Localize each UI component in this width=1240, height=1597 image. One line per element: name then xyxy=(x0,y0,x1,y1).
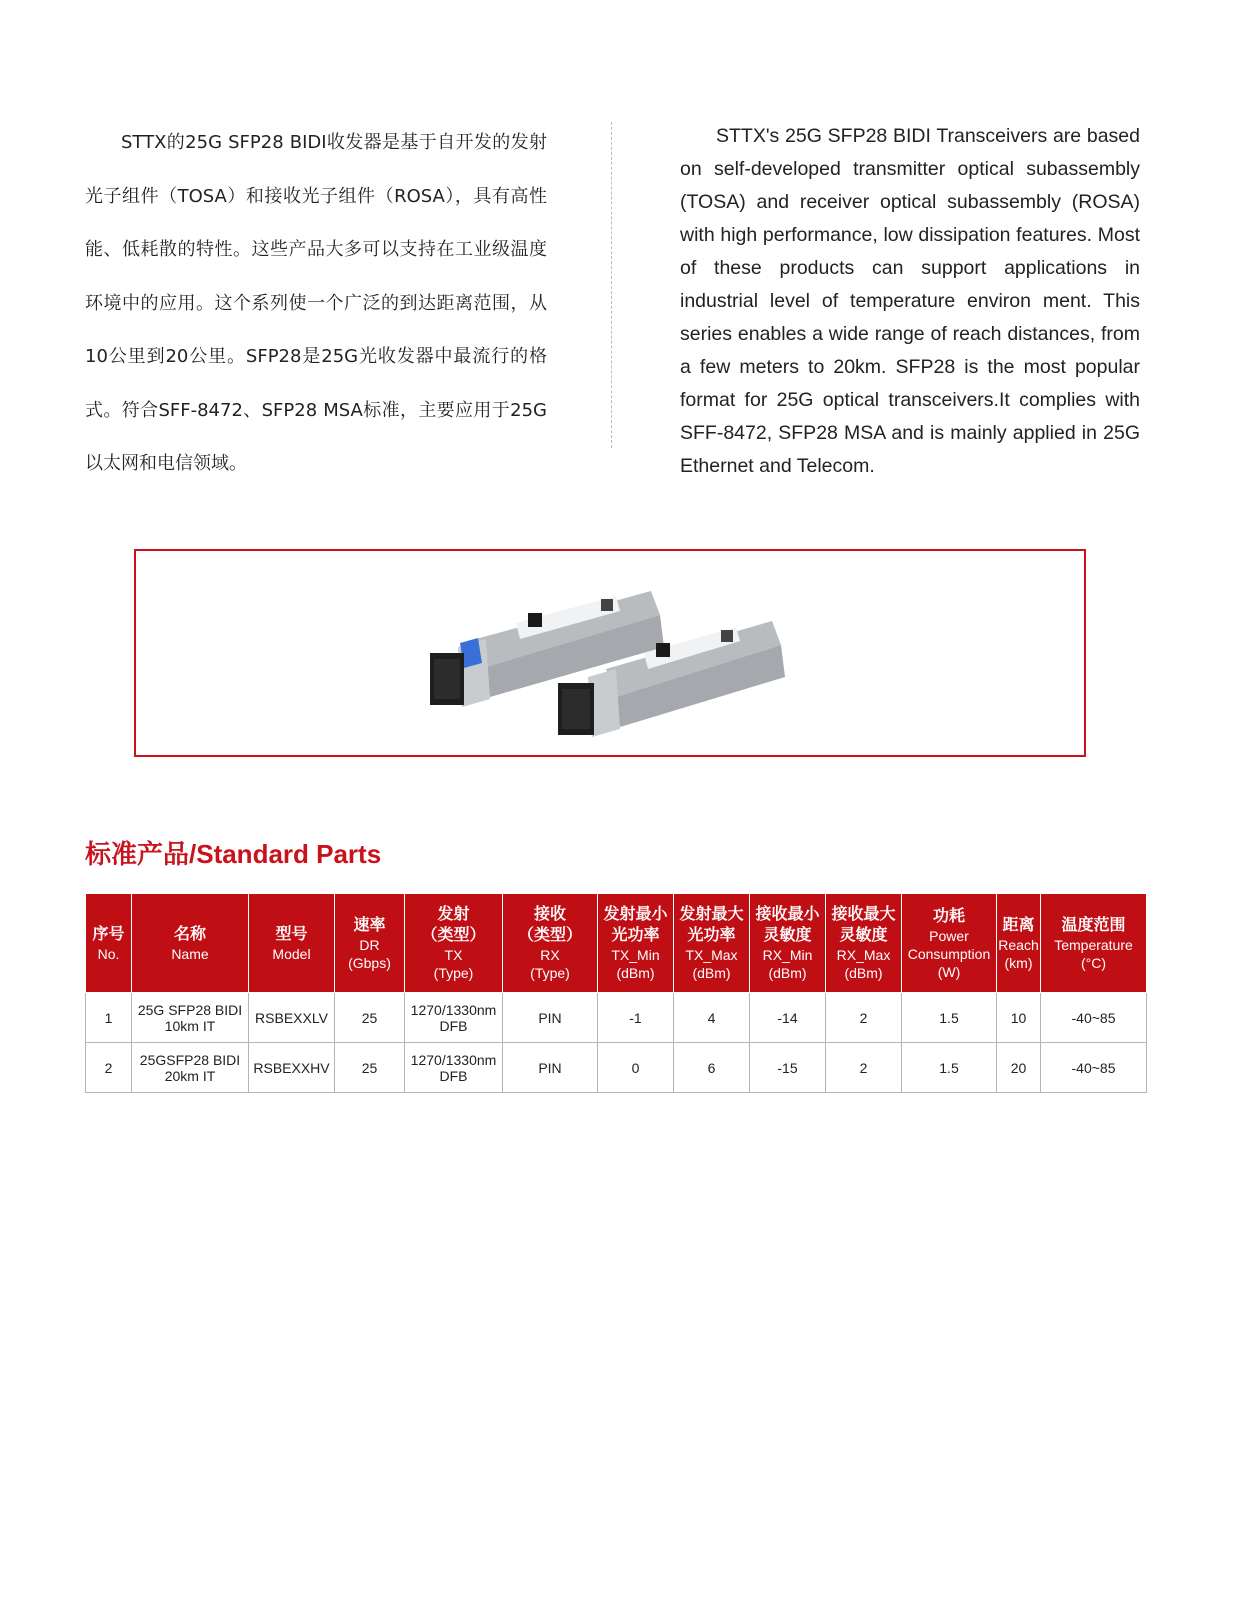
intro-text-zh: STTX的25G SFP28 BIDI收发器是基于自开发的发射光子组件（TOSA）和接收光子组件（ROSA），具有高性能、低耗散的特性。这些产品大多可以支持在工业级温度环境中的应用。这个系列使一个广泛的到达距离范围，从10公里到20公里。SFP28是25G光收发器中最流行的格式。符合SFF-8472、SFP28 MSA标准，主要应用于25G以太网和电信领域。 xyxy=(85,132,547,474)
cell-no: 1 xyxy=(86,993,132,1043)
intro-paragraph-en xyxy=(680,120,1140,483)
header-tx-max: 发射最大 光功率 TX_Max (dBm) xyxy=(674,894,750,993)
cell-model: RSBEXXHV xyxy=(249,1043,335,1093)
cell-no: 2 xyxy=(86,1043,132,1093)
cell-model: RSBEXXLV xyxy=(249,993,335,1043)
cell-tx-min: -1 xyxy=(598,993,674,1043)
cell-rx-max: 2 xyxy=(826,993,902,1043)
product-image-frame xyxy=(134,549,1086,757)
header-data-rate: 速率 DR (Gbps) xyxy=(335,894,405,993)
sfp28-modules-illustration xyxy=(136,551,1084,755)
cell-name: 25GSFP28 BIDI 20km IT xyxy=(132,1043,249,1093)
table-row xyxy=(86,993,1147,1043)
cell-rx: PIN xyxy=(503,993,598,1043)
header-no: 序号 No. xyxy=(86,894,132,993)
cell-power: 1.5 xyxy=(902,993,997,1043)
cell-tx-min: 0 xyxy=(598,1043,674,1093)
cell-tx-max: 4 xyxy=(674,993,750,1043)
column-divider xyxy=(611,122,612,448)
header-rx-max: 接收最大 灵敏度 RX_Max (dBm) xyxy=(826,894,902,993)
cell-name: 25G SFP28 BIDI 10km IT xyxy=(132,993,249,1043)
cell-reach: 10 xyxy=(997,993,1041,1043)
table-header-row xyxy=(86,894,1147,993)
header-name: 名称 Name xyxy=(132,894,249,993)
vendor-logo-icon xyxy=(528,613,542,627)
cell-temperature: -40~85 xyxy=(1041,993,1147,1043)
table-row xyxy=(86,1043,1147,1093)
header-rx: 接收 （类型） RX (Type) xyxy=(503,894,598,993)
qr-code-icon xyxy=(721,630,733,642)
intro-text-en: STTX's 25G SFP28 BIDI Transceivers are based on self-developed transmitter optical subassembly (TOSA) and receiver optical subassembly (ROSA) with high performance, low dissipation features. Most of these products can support applications in industrial level of temperature environ ment. This series enables a wide range of reach distances, from a few meters to 20km. SFP28 is the most popular format for 25G optical transceivers.It complies with SFF-8472, SFP28 MSA and is mainly applied in 25G Ethernet and Telecom. xyxy=(680,125,1140,477)
cell-data-rate: 25 xyxy=(335,993,405,1043)
qr-code-icon xyxy=(601,599,613,611)
standard-parts-table xyxy=(85,893,1147,1093)
vendor-logo-icon xyxy=(656,643,670,657)
cell-tx: 1270/1330nm DFB xyxy=(405,1043,503,1093)
cell-reach: 20 xyxy=(997,1043,1041,1093)
header-model: 型号 Model xyxy=(249,894,335,993)
header-temperature: 温度范围 Temperature (°C) xyxy=(1041,894,1147,993)
intro-paragraph-zh xyxy=(85,116,547,491)
header-rx-min: 接收最小 灵敏度 RX_Min (dBm) xyxy=(750,894,826,993)
cell-tx-max: 6 xyxy=(674,1043,750,1093)
cell-rx-max: 2 xyxy=(826,1043,902,1093)
cell-rx-min: -14 xyxy=(750,993,826,1043)
header-tx-min: 发射最小 光功率 TX_Min (dBm) xyxy=(598,894,674,993)
header-reach: 距离 Reach (km) xyxy=(997,894,1041,993)
cell-temperature: -40~85 xyxy=(1041,1043,1147,1093)
cell-tx: 1270/1330nm DFB xyxy=(405,993,503,1043)
header-power: 功耗 Power Consumption (W) xyxy=(902,894,997,993)
cell-power: 1.5 xyxy=(902,1043,997,1093)
cell-data-rate: 25 xyxy=(335,1043,405,1093)
cell-rx: PIN xyxy=(503,1043,598,1093)
header-tx: 发射 （类型） TX (Type) xyxy=(405,894,503,993)
section-title: 标准产品/Standard Parts xyxy=(85,839,382,869)
cell-rx-min: -15 xyxy=(750,1043,826,1093)
